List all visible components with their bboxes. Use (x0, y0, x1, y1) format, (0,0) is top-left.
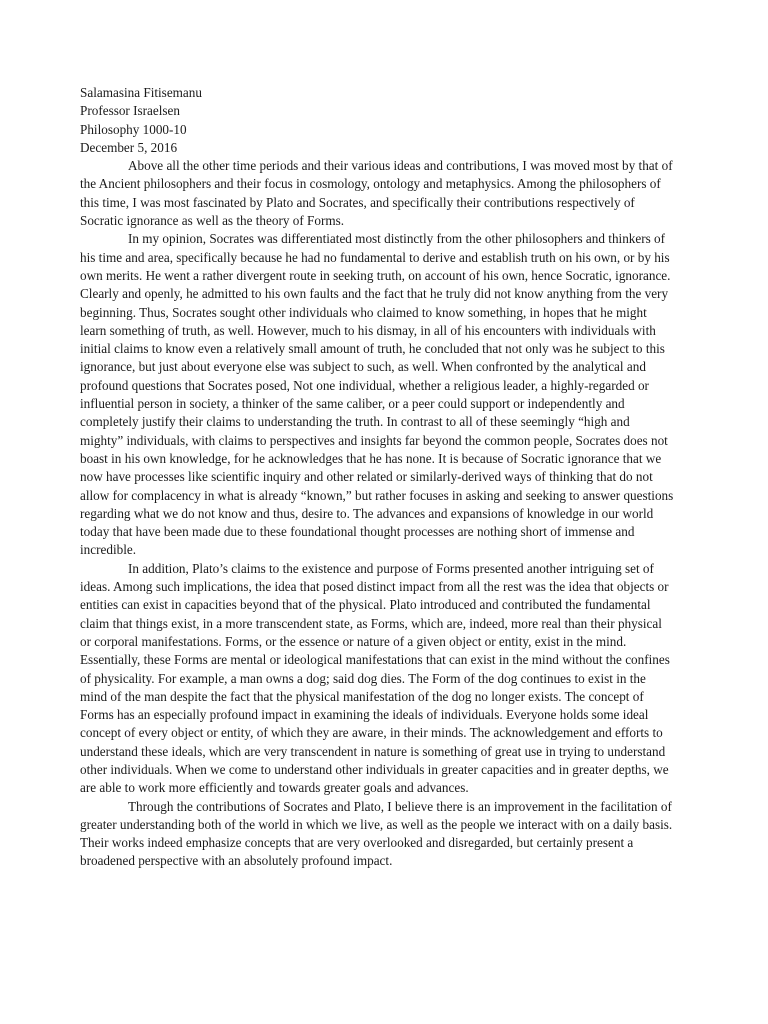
paragraph-intro: Above all the other time periods and their various ideas and contributions, I was moved most by that of the Ancient philosophers and their focus in cosmology, ontology and metaphysics. Among the philosophers of this time, I was most fascinated by Plato and Socrates, and specifically their contributions respectively of Socratic ignorance as well as the theory of Forms. (80, 158, 673, 229)
paragraph-plato: In addition, Plato’s claims to the existence and purpose of Forms presented another intriguing set of ideas. Among such implications, the idea that posed distinct impact from all the rest was the idea that objects or entities can exist in capacities beyond that of the physical. Plato introduced and contributed the fundamental claim that things exist, in a more transcendent state, as Forms, which are, indeed, more real than their physical or corporal manifestations. Forms, or the essence or nature of a given object or entity, exist in the mind. Essentially, these Forms are mental or ideological manifestations that can exist in the mind without the confines of physicality. For example, a man owns a dog; said dog dies. The Form of the dog continues to exist in the mind of the man despite the fact that the physical manifestation of the dog no longer exists. The concept of Forms has an especially profound impact in examining the ideals of individuals. Everyone holds some ideal concept of every object or entity, of which they are aware, in their minds. The acknowledgement and efforts to understand these ideals, which are very transcendent in nature is something of great use in trying to understand other individuals. When we come to understand other individuals in greater capacities and in greater depths, we are able to work more efficiently and towards greater goals and advances. (80, 560, 670, 796)
essay-page (80, 84, 676, 871)
essay-header (80, 84, 676, 157)
course-name: Philosophy 1000-10 (80, 121, 187, 137)
essay-body (80, 157, 676, 871)
professor-name: Professor Israelsen (80, 103, 180, 119)
essay-date: December 5, 2016 (80, 139, 178, 155)
paragraph-socrates: In my opinion, Socrates was differentiated most distinctly from the other philosophers and thinkers of his time and area, specifically because he had no fundamental to derive and establish truth on his own, or by his own merits. He went a rather divergent route in seeking truth, on account of his own, hence Socratic, ignorance. Clearly and openly, he admitted to his own faults and the fact that he truly did not know anything from the very beginning. Thus, Socrates sought other individuals who claimed to know something, in hopes that he might learn something of truth, as well. However, much to his dismay, in all of his encounters with individuals with initial claims to know even a relatively small amount of truth, he concluded that not only was he subject to this ignorance, but just about everyone else was subject to such, as well. When confronted by the analytical and profound questions that Socrates posed, Not one individual, whether a religious leader, a highly-regarded or influential person in society, a thinker of the same caliber, or a peer could support or independently and completely justify their claims to understanding the truth. In contrast to all of these seemingly “high and mighty” individuals, with claims to perspectives and insights far beyond the common people, Socrates does not boast in his own knowledge, for he acknowledges that he has none. It is because of Socratic ignorance that we now have processes like scientific inquiry and other related or similarly-derived ways of thinking that do not allow for complacency in what is already “known,” but rather focuses in asking and seeking to answer questions regarding what we do not know and thus, desire to. The advances and expansions of knowledge in our world today that have been made due to these foundational thought processes are nothing short of immense and incredible. (80, 231, 674, 558)
author-name: Salamasina Fitisemanu (80, 85, 202, 100)
paragraph-conclusion: Through the contributions of Socrates and Plato, I believe there is an improvement in the facilitation of greater understanding both of the world in which we live, as well as the people we interact with on a daily basis. Their works indeed emphasize concepts that are very overlooked and disregarded, but certainly present a broadened perspective with an absolutely profound impact. (80, 798, 673, 869)
